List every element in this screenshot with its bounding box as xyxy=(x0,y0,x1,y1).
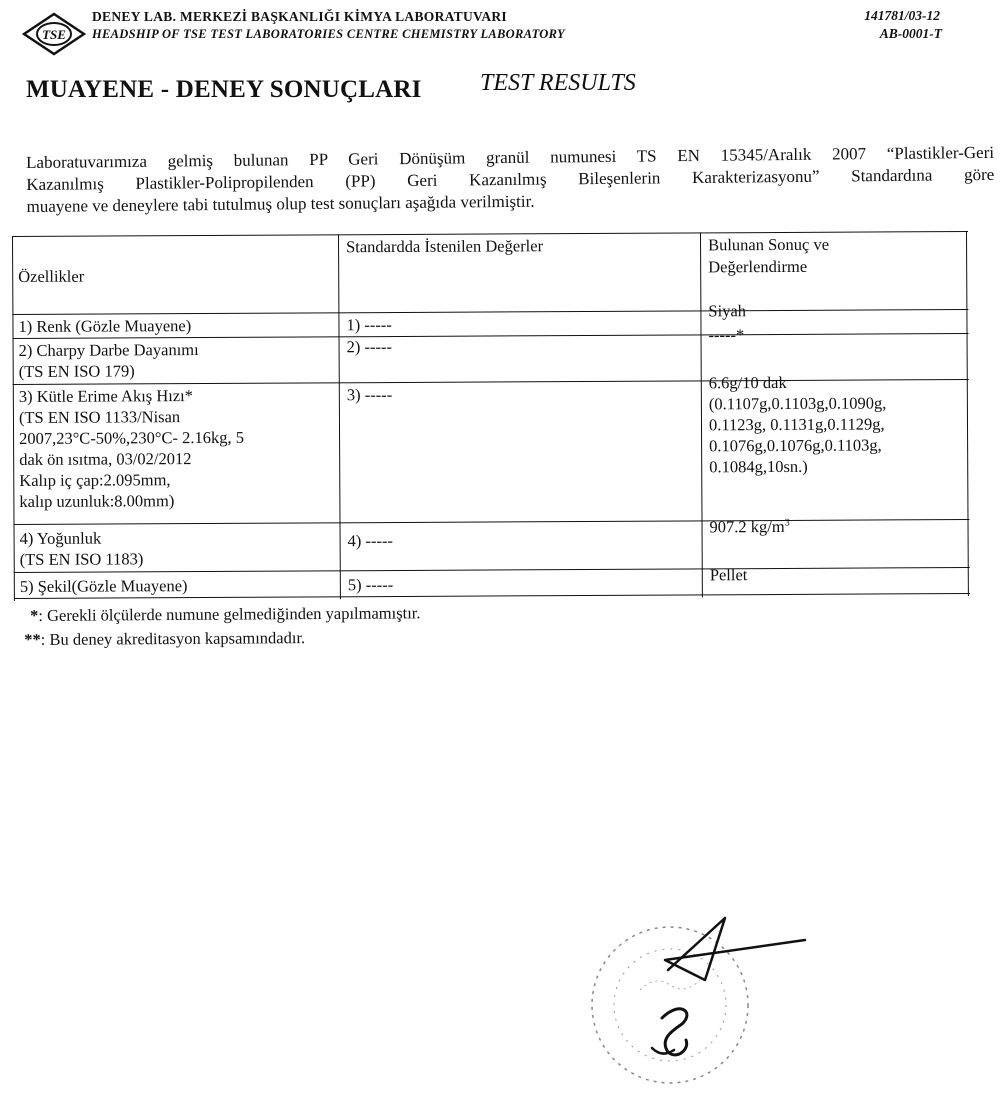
row3-result-detail: 0.1123g, 0.1131g,0.1129g, xyxy=(708,414,885,435)
intro-line: muayene ve deneylere tabi tutulmuş olup test sonuçları aşağıda verilmiştir. xyxy=(26,191,535,216)
organization-name-tr: DENEY LAB. MERKEZİ BAŞKANLIĞI KİMYA LABORATUVARI xyxy=(92,9,507,24)
intro-paragraph xyxy=(26,142,995,218)
row4-property-standard: (TS EN ISO 1183) xyxy=(19,549,144,569)
row1-result: Siyah xyxy=(708,301,747,321)
organization-name-en: HEADSHIP OF TSE TEST LABORATORIES CENTRE CHEMISTRY LABORATORY xyxy=(92,27,565,41)
row4-result xyxy=(709,516,789,537)
footnote-mark: ** xyxy=(24,629,41,650)
row2-result: -----* xyxy=(708,325,745,345)
row3-result-detail: 0.1084g,10sn.) xyxy=(709,456,808,477)
header-result-line1: Bulunan Sonuç ve xyxy=(708,234,830,255)
row4-required: 4) ----- xyxy=(347,531,393,551)
table-divider xyxy=(14,567,970,573)
footnotes xyxy=(24,601,421,652)
row1-required: 1) ----- xyxy=(346,315,392,335)
row3-property-detail: 2007,23°C-50%,230°C- 2.16kg, 5 xyxy=(19,427,245,448)
document-code: AB-0001-T xyxy=(879,26,942,41)
row3-property-detail: kalıp uzunluk:8.00mm) xyxy=(19,491,175,511)
header-result-line2: Değerlendirme xyxy=(708,256,808,277)
row2-property-standard: (TS EN ISO 179) xyxy=(18,361,135,381)
footnote-text: : Gerekli ölçülerde numune gelmediğinden yapılmamıştır. xyxy=(38,603,421,625)
intro-line: Kazanılmış Plastikler-Polipropilenden (PP) Geri Kazanılmış Bileşenlerin Karakterizasyonu” Standardına göre xyxy=(26,164,995,194)
density-value: 907.2 kg/m xyxy=(709,516,785,537)
page-title-en: TEST RESULTS xyxy=(480,70,636,96)
header-required-values: Standardda İstenilen Değerler xyxy=(346,236,544,257)
intro-line: Laboratuvarımıza gelmiş bulunan PP Geri Dönüşüm granül numunesi TS EN 15345/Aralık 2007 “Plastikler-Geri xyxy=(26,142,995,172)
row3-required: 3) ----- xyxy=(346,385,393,405)
density-unit-exponent: 3 xyxy=(784,517,790,529)
row3-property-detail: (TS EN ISO 1133/Nisan xyxy=(18,407,181,427)
page-title-tr: MUAYENE - DENEY SONUÇLARI xyxy=(26,76,422,103)
logo-text: TSE xyxy=(42,27,66,42)
footnote xyxy=(30,601,421,628)
row3-result-detail: 0.1076g,0.1076g,0.1103g, xyxy=(709,435,882,456)
row5-result: Pellet xyxy=(709,565,748,585)
table-divider xyxy=(14,519,970,525)
row3-result: 6.6g/10 dak xyxy=(708,372,787,393)
row3-property-detail: dak ön ısıtma, 03/02/2012 xyxy=(19,449,192,469)
row3-property-detail: Kalıp iç çap:2.095mm, xyxy=(19,470,171,490)
row3-result-detail: (0.1107g,0.1103g,0.1090g, xyxy=(708,393,887,414)
row2-property: 2) Charpy Darbe Dayanımı xyxy=(18,340,199,360)
header-properties: Özellikler xyxy=(18,266,85,286)
table-border xyxy=(966,231,969,596)
table-divider xyxy=(700,232,703,597)
table-divider xyxy=(338,234,341,599)
footnote-mark: * xyxy=(30,605,39,625)
footnote-text: : Bu deney akreditasyon kapsamındadır. xyxy=(40,628,306,649)
row2-required: 2) ----- xyxy=(346,337,392,357)
table-border xyxy=(12,236,15,601)
document-number: 141781/03-12 xyxy=(864,8,940,23)
row5-property: 5) Şekil(Gözle Muayene) xyxy=(19,576,188,596)
tse-logo-icon xyxy=(22,12,86,56)
table-divider xyxy=(13,379,969,385)
footnote xyxy=(24,625,421,652)
row5-required: 5) ----- xyxy=(347,575,394,595)
stamp-signature-icon xyxy=(570,900,810,1100)
row4-property: 4) Yoğunluk xyxy=(19,528,102,548)
row1-property: 1) Renk (Gözle Muayene) xyxy=(18,316,192,336)
table-divider xyxy=(12,309,968,315)
results-table xyxy=(12,231,970,601)
row3-property: 3) Kütle Erime Akış Hızı* xyxy=(18,386,194,406)
